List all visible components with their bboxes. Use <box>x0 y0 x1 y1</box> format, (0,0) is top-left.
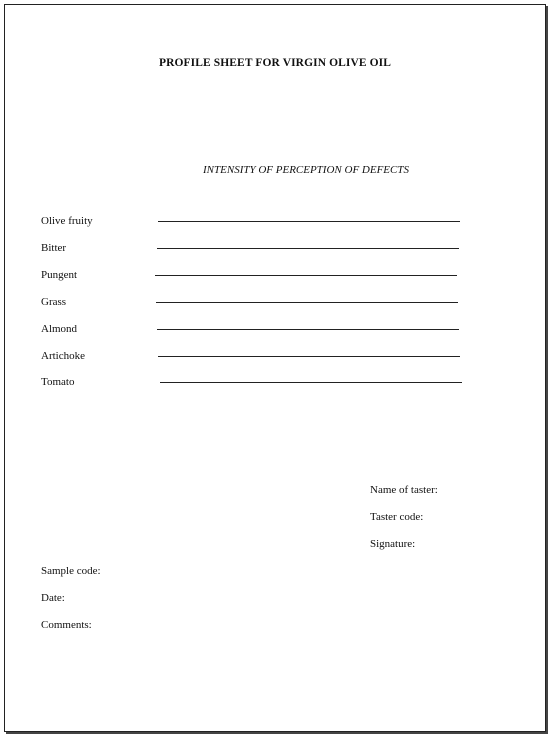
attribute-row-almond <box>41 322 471 340</box>
intensity-scale-line[interactable] <box>157 329 459 330</box>
sample-code-field[interactable]: Sample code: <box>41 565 101 577</box>
intensity-scale-line[interactable] <box>156 302 458 303</box>
intensity-scale-line[interactable] <box>160 382 462 383</box>
taster-name-field[interactable]: Name of taster: <box>370 484 438 496</box>
attribute-label: Tomato <box>41 376 75 388</box>
attribute-label: Grass <box>41 296 67 308</box>
attribute-row-olive-fruity <box>41 214 471 232</box>
intensity-scale-line[interactable] <box>158 356 460 357</box>
taster-code-field[interactable]: Taster code: <box>370 511 424 523</box>
signature-field[interactable]: Signature: <box>370 538 416 550</box>
attribute-label: Artichoke <box>41 350 85 362</box>
attribute-row-tomato <box>41 375 471 393</box>
comments-field[interactable]: Comments: <box>41 619 92 631</box>
profile-sheet <box>4 4 546 732</box>
attribute-label: Pungent <box>41 269 78 281</box>
attribute-label: Olive fruity <box>41 215 93 227</box>
date-field[interactable]: Date: <box>41 592 65 604</box>
attribute-label: Bitter <box>41 242 67 254</box>
attribute-row-artichoke <box>41 349 471 367</box>
attribute-row-bitter <box>41 241 471 259</box>
intensity-scale-line[interactable] <box>158 221 460 222</box>
attribute-row-grass <box>41 295 471 313</box>
sheet-title: PROFILE SHEET FOR VIRGIN OLIVE OIL <box>158 57 392 69</box>
intensity-scale-line[interactable] <box>157 248 459 249</box>
section-subtitle: INTENSITY OF PERCEPTION OF DEFECTS <box>203 164 409 176</box>
attribute-label: Almond <box>41 323 78 335</box>
attribute-row-pungent <box>41 268 471 286</box>
intensity-scale-line[interactable] <box>155 275 457 276</box>
